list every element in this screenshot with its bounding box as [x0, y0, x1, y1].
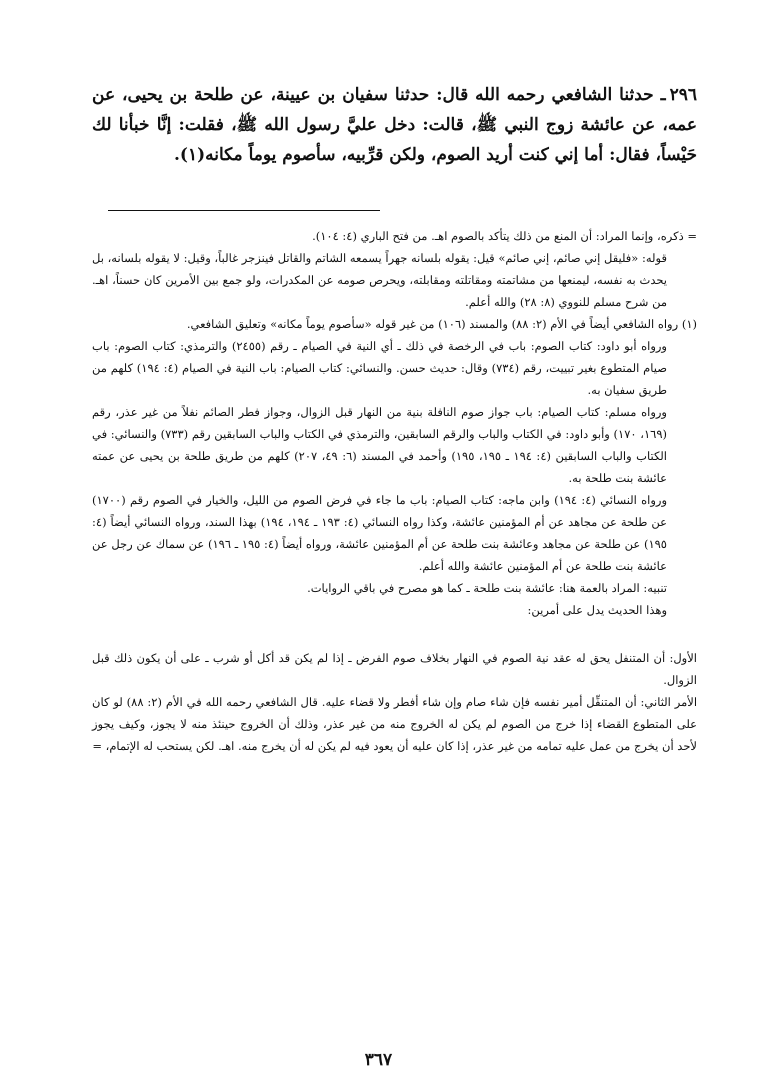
footnote-separator — [108, 210, 380, 211]
footnote-muslim: ورواه مسلم: كتاب الصيام: باب جواز صوم النافلة بنية من النهار قبل الزوال، وجواز فطر الصائم نفلاً من غير عذر، رقم (١٦٩، ١٧٠) وأبو داود: في الكتاب والباب والرقم السابقين، والترمذي في الكتاب والباب السابقين رقم (٧٣٣) والنسائي: في الكتاب والباب السابقين (٤: ١٩٤ ـ ١٩٥، ١٩٥) وأحمد في المسند (٦: ٤٩، ٢٠٧) كلهم من طريق طلحة بن يحيى عن عمته عائشة بنت طلحة به. — [92, 405, 668, 485]
footnote-tanbih: تنبيه: المراد بالعمة هنا: عائشة بنت طلحة ـ كما هو مصرح في باقي الروايات. — [307, 581, 667, 595]
page-number: ٣٦٧ — [364, 1050, 393, 1070]
footnote-hadha: وهذا الحديث يدل على أمرين: — [527, 603, 667, 617]
hadith-text-block — [92, 80, 697, 170]
footnote-1: (١) رواه الشافعي أيضاً في الأم (٢: ٨٨) والمسند (١٠٦) من غير قوله «سأصوم يوماً مكانه» وتعليق الشافعي. — [186, 317, 697, 331]
hadith-body: ـ حدثنا الشافعي رحمه الله قال: حدثنا سفيان بن عيينة، عن طلحة بن يحيى، عن عمه، عن عائشة زوج النبي ﷺ، قالت: دخل عليَّ رسول الله ﷺ، فقلت: إنَّا خبأنا لك حَيْساً، فقال: أما إني كنت أريد الصوم، ولكن قرِّبيه، سأصوم يوماً مكانه(١). — [92, 85, 697, 165]
footnotes-block — [92, 225, 697, 757]
footnote-first: الأول: أن المتنفل يحق له عقد نية الصوم في النهار بخلاف صوم الفرض ـ إذا لم يكن قد أكل أو شرب ـ على أن يكون ذلك قبل الزوال. — [92, 651, 697, 687]
footnote-second: الأمر الثاني: أن المتنفِّل أمير نفسه فإن شاء صام وإن شاء أفطر ولا قضاء عليه. قال الشافعي رحمه الله في الأم (٢: ٨٨) لو كان على المتطوع القضاء إذا خرج من الصوم لم يكن له الخروج منه من غير عذر، وذلك أن الخروج حينئذ منه لا يجوز، وكيف يجوز لأحد أن يخرج من عمل عليه تمامه من غير عذر، إذا كان عليه أن يعود فيه لم يكن له أن يخرج منه. اهـ. لكن يستحب له الإتمام، = — [92, 695, 698, 753]
hadith-number: ٢٩٦ — [669, 85, 697, 105]
footnote-qawluh: قوله: «فليقل إني صائم، إني صائم» قيل: يقوله بلسانه جهراً يسمعه الشاتم والقاتل فينزجر غالباً، وقيل: لا يقوله بلسانه، بل يحدث به نفسه، ليمنعها من مشاتمته ومقاتلته ومقابلته، ويحرص صومه عن المكدرات، ولو جمع بين الأمرين كان حسناً، اهـ. من شرح مسلم للنووي (٨: ٢٨) والله أعلم. — [92, 251, 667, 309]
footnote-nasai: ورواه النسائي (٤: ١٩٤) وابن ماجه: كتاب الصيام: باب ما جاء في فرض الصوم من الليل، والخيار في الصوم رقم (١٧٠٠) عن طلحة عن مجاهد عن أم المؤمنين عائشة، وكذا رواه النسائي (٤: ١٩٣ ـ ١٩٤، ١٩٤) بهذا السند، ورواه النسائي أيضاً (٤: ١٩٥) عن طلحة عن مجاهد وعائشة بنت طلحة عن أم المؤمنين عائشة، ورواه أيضاً (٤: ١٩٥ ـ ١٩٦) عن سماك عن رجل عن عائشة بنت طلحة عن أم المؤمنين عائشة والله أعلم. — [92, 493, 668, 573]
footnote-abu-dawud: ورواه أبو داود: كتاب الصوم: باب في الرخصة في ذلك ـ أي النية في الصيام ـ رقم (٢٤٥٥) والترمذي: كتاب الصوم: باب صيام المتطوع بغير تبييت، رقم (٧٣٤) وقال: حديث حسن. والنسائي: كتاب الصيام: باب النية في الصيام (٤: ١٩٤) كلهم من طريق سفيان به. — [92, 339, 668, 397]
paragraph-gap — [92, 621, 697, 647]
footnote-continuation: = ذكره، وإنما المراد: أن المنع من ذلك يتأكد بالصوم اهـ. من فتح الباري (٤: ١٠٤). — [312, 229, 697, 243]
